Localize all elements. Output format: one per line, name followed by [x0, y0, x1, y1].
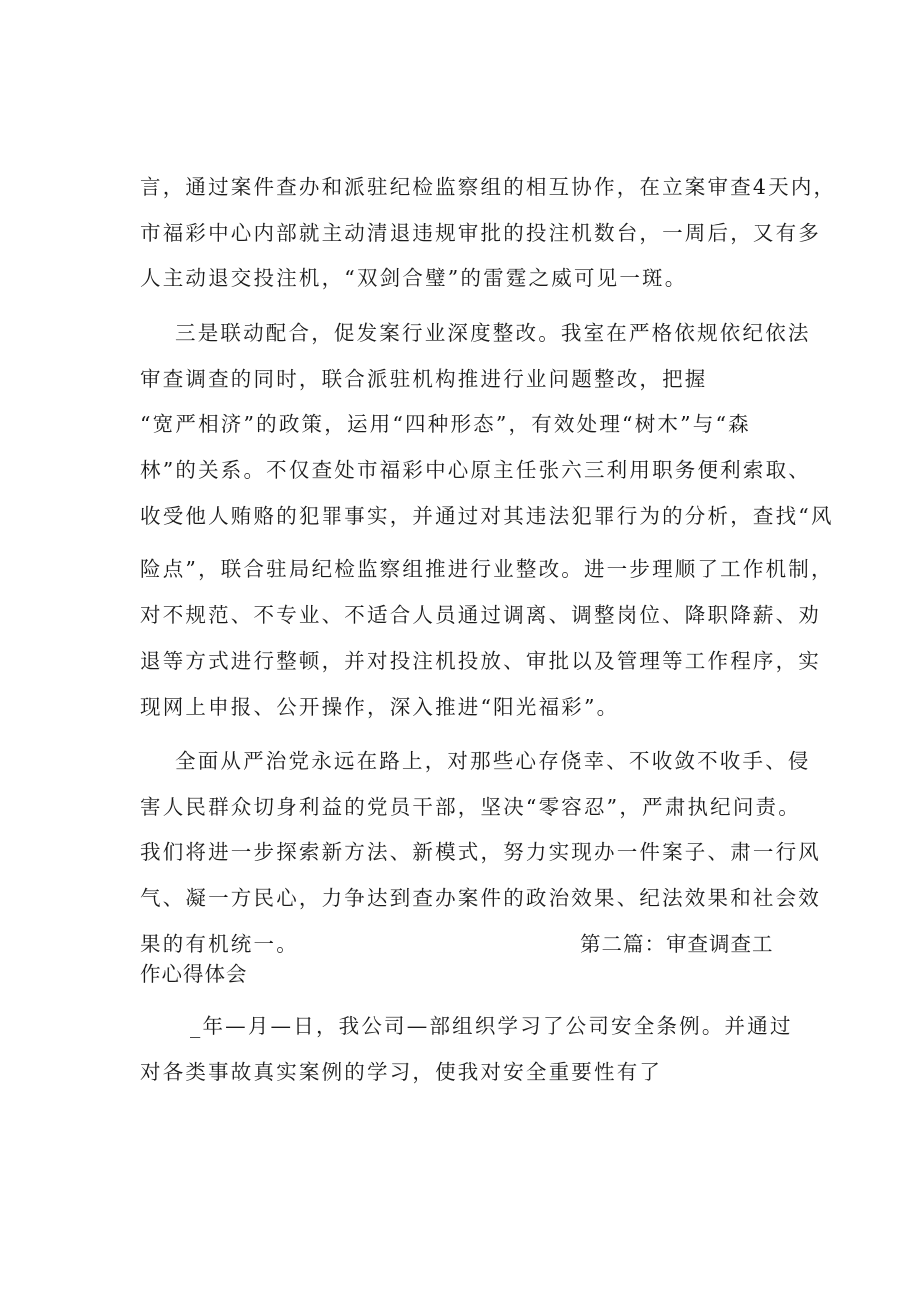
section-heading: 第二篇：审查调查工: [580, 932, 774, 956]
text-line: 市福彩中心内部就主动清退违规审批的投注机数台，一周后，又有多: [140, 221, 821, 245]
section-heading-continued: 作心得体会: [140, 962, 248, 986]
text-line: 审查调查的同时，联合派驻机构推进行业问题整改，把握: [140, 367, 708, 391]
text-line: 收受他人贿赂的犯罪事实，并通过对其违法犯罪行为的分析，查找“风: [140, 504, 834, 528]
paragraph-start-line: _年—月—日，我公司—部组织学习了公司安全条例。并通过: [190, 1014, 793, 1038]
text-line: 气、凝一方民心，力争达到查办案件的政治效果、纪法效果和社会效: [140, 886, 821, 910]
text-line: 现网上申报、公开操作，深入推进“阳光福彩”。: [140, 695, 620, 719]
text-line: “宽严相济”的政策，运用“四种形态”，有效处理“树木”与“森: [140, 412, 751, 436]
text-line: 险点”，联合驻局纪检监察组推进行业整改。进一步理顺了工作机制，: [140, 557, 834, 581]
text-line: 林”的关系。不仅查处市福彩中心原主任张六三利用职务便利索取、: [140, 458, 811, 482]
paragraph-start-line: 三是联动配合，促发案行业深度整改。我室在严格依规依纪依法: [175, 321, 811, 345]
text-line: 我们将进一步探索新方法、新模式，努力实现办一件案子、肃一行风: [140, 840, 821, 864]
paragraph-start-line: 全面从严治党永远在路上，对那些心存侥幸、不收敛不收手、侵: [175, 749, 811, 773]
text-line: 人主动退交投注机，“双剑合璧”的雷霆之威可见一斑。: [140, 266, 688, 290]
paragraph-end-text: 果的有机统一。: [140, 932, 299, 956]
text-line: 害人民群众切身利益的党员干部，坚决“零容忍”，严肃执纪问责。: [140, 795, 801, 819]
text-line: [140, 932, 840, 956]
text-line: 言，通过案件查办和派驻纪检监察组的相互协作，在立案审查4天内，: [140, 175, 837, 199]
text-line: 对不规范、不专业、不适合人员通过调离、调整岗位、降职降薪、劝: [140, 603, 821, 627]
text-line: 退等方式进行整顿，并对投注机投放、审批以及管理等工作程序，实: [140, 649, 821, 673]
text-line: 对各类事故真实案例的学习，使我对安全重要性有了: [140, 1060, 663, 1084]
